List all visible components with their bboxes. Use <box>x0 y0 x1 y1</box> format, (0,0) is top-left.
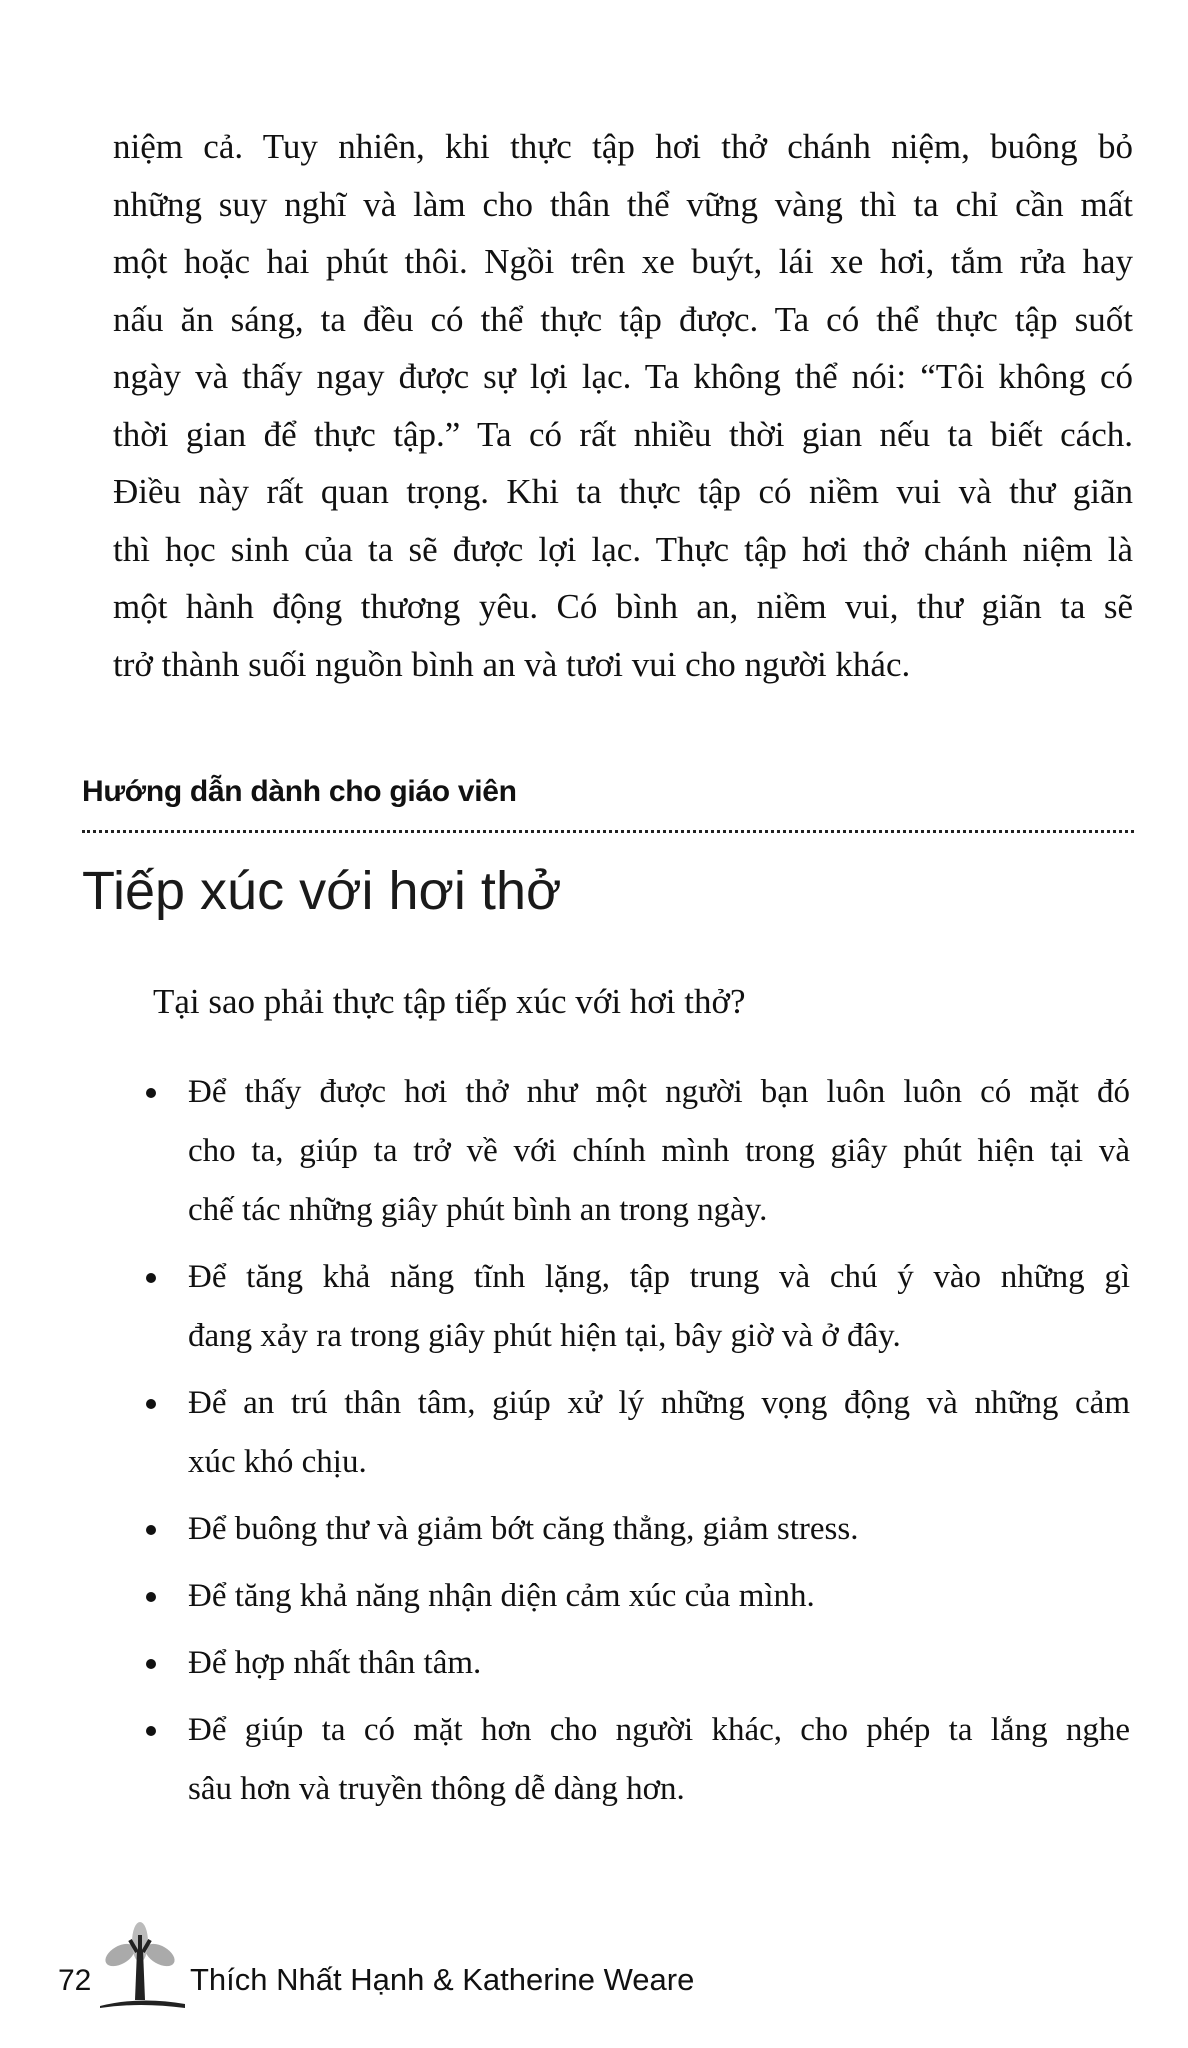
paragraph-line: trở thành suối nguồn bình an và tươi vui cho người khác. <box>113 644 911 684</box>
page-number: 72 <box>58 1964 92 1997</box>
paragraph-line: một hoặc hai phút thôi. Ngồi trên xe buýt, lái xe hơi, tắm rửa hay <box>113 242 1133 281</box>
bullet-line: Để tăng khả năng tĩnh lặng, tập trung và chú ý vào những gì <box>188 1259 1130 1295</box>
page-footer <box>50 1940 750 2010</box>
bullet-line: xúc khó chịu. <box>188 1444 367 1480</box>
paragraph-line: Điều này rất quan trọng. Khi ta thực tập có niềm vui và thư giãn <box>113 472 1133 511</box>
bullet-line: đang xảy ra trong giây phút hiện tại, bây giờ và ở đây. <box>188 1318 901 1354</box>
bullet-line: cho ta, giúp ta trở về với chính mình trong giây phút hiện tại và <box>188 1133 1130 1169</box>
bullet-item <box>140 1567 1130 1626</box>
bullet-line: Để hợp nhất thân tâm. <box>188 1645 482 1681</box>
bullet-dot-icon <box>146 1399 156 1409</box>
bullet-line: Để tăng khả năng nhận diện cảm xúc của mình. <box>188 1578 815 1614</box>
bullet-item <box>140 1701 1130 1819</box>
paragraph-line: thời gian để thực tập.” Ta có rất nhiều thời gian nếu ta biết cách. <box>113 414 1133 454</box>
section-title: Tiếp xúc với hơi thở <box>82 861 562 921</box>
bullet-item <box>140 1500 1130 1559</box>
bullet-line: sâu hơn và truyền thông dễ dàng hơn. <box>188 1771 685 1807</box>
bullet-item <box>140 1248 1130 1366</box>
bullet-item <box>140 1063 1130 1240</box>
bullet-dot-icon <box>146 1273 156 1283</box>
bullet-line: Để an trú thân tâm, giúp xử lý những vọng động và những cảm <box>188 1385 1130 1421</box>
dotted-divider <box>82 830 1134 833</box>
bullet-line: chế tác những giây phút bình an trong ngày. <box>188 1192 768 1228</box>
bullet-line: Để buông thư và giảm bớt căng thẳng, giảm stress. <box>188 1511 859 1547</box>
guide-heading: Hướng dẫn dành cho giáo viên <box>82 775 517 808</box>
bullet-line: Để giúp ta có mặt hơn cho người khác, cho phép ta lắng nghe <box>188 1712 1130 1748</box>
bullet-dot-icon <box>146 1088 156 1098</box>
author-line: Thích Nhất Hạnh & Katherine Weare <box>190 1962 695 1997</box>
paragraph-line: những suy nghĩ và làm cho thân thể vững vàng thì ta chỉ cần mất <box>113 184 1133 224</box>
bullet-dot-icon <box>146 1659 156 1669</box>
bullet-dot-icon <box>146 1525 156 1535</box>
paragraph-line: ngày và thấy ngay được sự lợi lạc. Ta không thể nói: “Tôi không có <box>113 357 1133 396</box>
bullet-item <box>140 1634 1130 1693</box>
bullet-list <box>140 1063 1130 1827</box>
paragraph-line: một hành động thương yêu. Có bình an, niềm vui, thư giãn ta sẽ <box>113 587 1133 626</box>
bullet-line: Để thấy được hơi thở như một người bạn luôn luôn có mặt đó <box>188 1074 1130 1110</box>
bullet-item <box>140 1374 1130 1492</box>
paragraph-line: nấu ăn sáng, ta đều có thể thực tập được. Ta có thể thực tập suốt <box>113 299 1133 339</box>
bullet-dot-icon <box>146 1726 156 1736</box>
lotus-hand-tree-icon <box>90 1920 190 2010</box>
paragraph-line: niệm cả. Tuy nhiên, khi thực tập hơi thở chánh niệm, buông bỏ <box>113 127 1133 166</box>
paragraph-line: thì học sinh của ta sẽ được lợi lạc. Thực tập hơi thở chánh niệm là <box>113 529 1133 569</box>
body-paragraph <box>113 118 1133 693</box>
bullet-dot-icon <box>146 1592 156 1602</box>
question-text: Tại sao phải thực tập tiếp xúc với hơi thở? <box>153 982 746 1021</box>
